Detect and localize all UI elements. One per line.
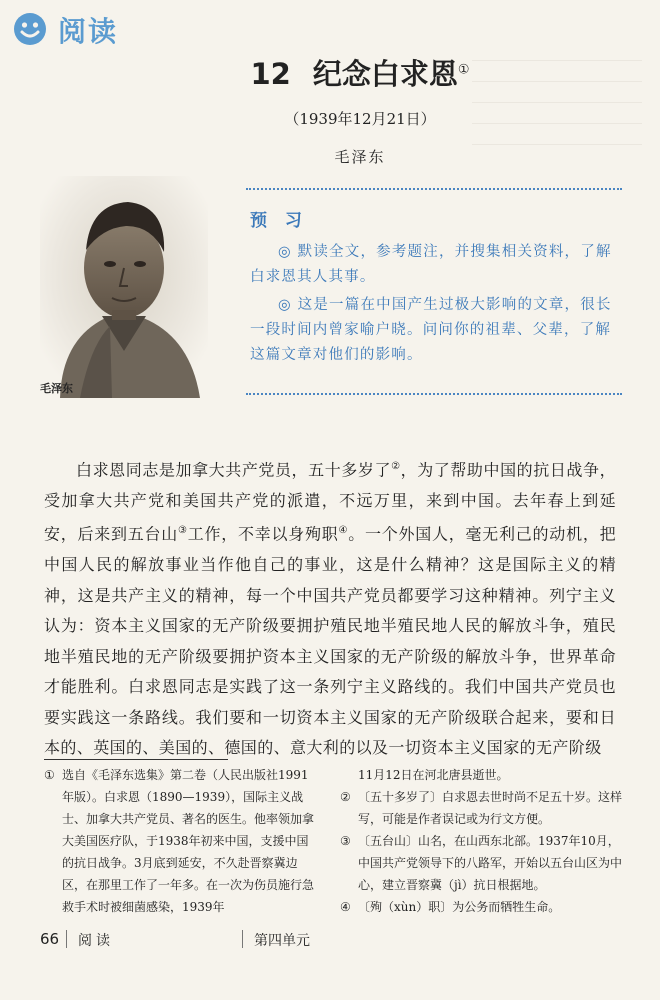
smiley-icon [13,12,47,46]
lesson-date: （1939年12月21日） [284,110,436,128]
page-number: 66 [40,930,60,948]
preview-body [250,240,622,371]
footnote-marker: ② [391,461,401,472]
lesson-title [0,52,660,93]
main-text [44,452,616,764]
footer-section: 阅读 [78,933,114,949]
footnote-marker: ③ [178,525,188,537]
footnote-1-continued: 11月12日在河北唐县逝世。 [358,768,509,782]
preview-heading: 预 习 [250,211,308,231]
footer-divider [66,930,67,948]
lesson-author: 毛泽东 [334,148,386,166]
footnote-2: ② 〔五十多岁了〕白求恩去世时尚不足五十岁。这样写，可能是作者误记或为行文方便。 [340,790,623,826]
paragraph: 白求恩同志是加拿大共产党员，五十多岁了②，为了帮助中国的抗日战争，受加拿大共产党和美国共产党的派遣，不远万里，来到中国。去年春上到延安，后来到五台山③工作，不幸以身殉职④。一个外国人，毫无利己的动机，把中国人民的解放事业当作他自己的事业，这是什么精神？这是国际主义的精神，这是共产主义的精神，每一个中国共产党员都要学习这种精神。列宁主义认为：资本主义国家的无产阶级要拥护殖民地半殖民地人民的解放斗争，殖民地半殖民地的无产阶级要拥护资本主义国家的无产阶级的解放斗争，世界革命才能胜利。白求恩同志是实践了这一条列宁主义路线的。我们中国共产党员也要实践这一条路线。我们要和一切资本主义国家的无产阶级联合起来，要和日本的、英国的、美国的、德国的、意大利的以及一切资本主义国家的无产阶级 [44,460,616,758]
section-label: 阅读 [58,15,119,48]
lesson-number: 12 [250,57,291,91]
footer-unit: 第四单元 [254,933,310,949]
preview-item: ◎ 这是一篇在中国产生过极大影响的文章，很长一段时间内曾家喻户晓。问问你的祖辈、父辈，了解这篇文章对他们的影响。 [250,297,612,363]
footnote-divider [44,759,228,760]
footnote-4: ④ 〔殉（xùn）职〕为公务而牺牲生命。 [340,900,561,914]
footnote-1: ① 选自《毛泽东选集》第二卷（人民出版社1991年版）。白求恩（1890—1939），国际主义战士、加拿大共产党员、著名的医生。他率领加拿大美国医疗队，于1938年初来中国，支援中国的抗日战争。3月底到延安，不久赴晋察冀边区，在那里工作了一年多。在一次为伤员施行急救手术时被细菌感染，1939年 [44,768,315,914]
lesson-title-text: 纪念白求恩 [312,57,458,91]
footnote-marker: ④ [338,525,349,537]
preview-item: ◎ 默读全文，参考题注，并搜集相关资料，了解白求恩其人其事。 [250,244,612,285]
footnotes-column-1 [44,764,320,918]
footnote-3: ③ 〔五台山〕山名，在山西东北部。1937年10月，中国共产党领导下的八路军，开始以五台山区为中心，建立晋察冀（jì）抗日根据地。 [340,834,623,892]
footnotes-column-2 [340,764,626,918]
footer-divider [242,930,243,948]
preview-top-border [246,188,622,190]
portrait-image [40,176,208,398]
title-footnote-marker: ① [457,62,470,78]
portrait-caption: 毛泽东 [40,382,73,395]
preview-bottom-border [246,393,622,395]
